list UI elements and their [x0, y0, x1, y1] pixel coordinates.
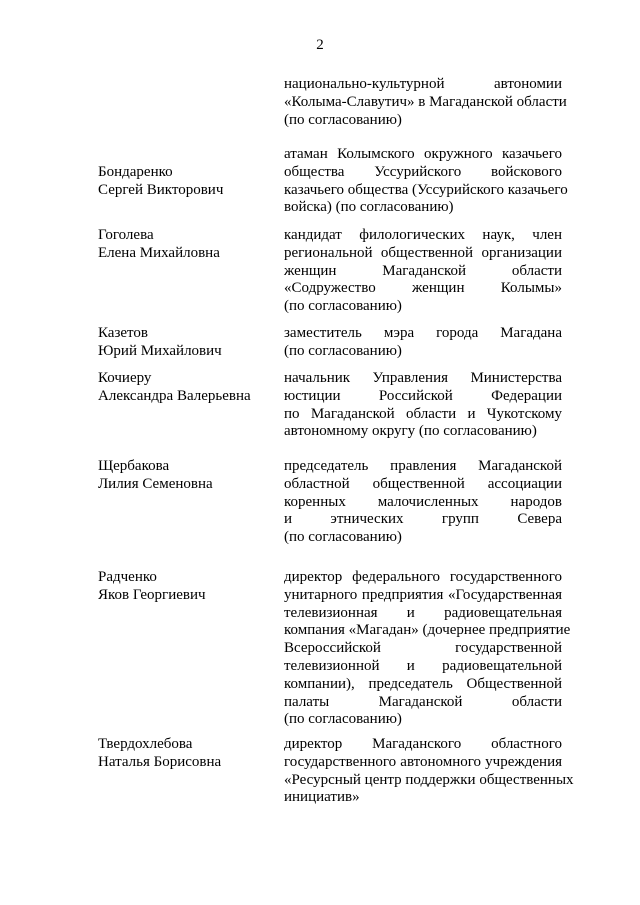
member-name [98, 325, 278, 361]
desc-line: компания «Магадан» (дочернее предприятие [284, 622, 571, 639]
page-number: 2 [316, 37, 324, 53]
member-description [284, 227, 562, 316]
member-description [284, 370, 562, 441]
desc-line: Всероссийской государственной [284, 640, 562, 657]
member-description [284, 146, 568, 217]
member-surname: Радченко [98, 569, 157, 585]
member-given-names: Александра Валерьевна [98, 387, 251, 404]
member-surname: Щербакова [98, 458, 170, 474]
desc-line: юстиции Российской Федерации [284, 387, 562, 404]
desc-line: (по согласованию) [284, 711, 402, 728]
desc-line: компании), председатель Общественной [284, 675, 562, 692]
desc-line: национально-культурной автономии [284, 76, 562, 92]
desc-line: (по согласованию) [284, 111, 402, 128]
member-surname: Кочиеру [98, 370, 152, 386]
desc-line: кандидат филологических наук, член [284, 227, 562, 243]
member-name [98, 458, 278, 494]
desc-line: женщин Магаданской области [284, 262, 562, 279]
desc-line: директор Магаданского областного [284, 736, 562, 752]
desc-line: «Колыма-Славутич» в Магаданской области [284, 93, 567, 110]
member-given-names: Юрий Михайлович [98, 342, 222, 359]
desc-line: начальник Управления Министерства [284, 370, 562, 386]
desc-line: казачьего общества (Уссурийского казачьего [284, 181, 568, 198]
member-description [284, 569, 571, 729]
desc-line: инициатив» [284, 789, 360, 806]
desc-line: государственного автономного учреждения [284, 753, 562, 770]
desc-line: председатель правления Магаданской [284, 458, 562, 474]
desc-line: областной общественной ассоциации [284, 475, 562, 492]
member-description [284, 458, 562, 547]
desc-line: (по согласованию) [284, 529, 402, 546]
member-given-names: Наталья Борисовна [98, 753, 222, 770]
member-given-names: Сергей Викторович [98, 181, 224, 198]
desc-line: (по согласованию) [284, 342, 402, 359]
member-name [98, 736, 278, 772]
member-name [98, 227, 278, 263]
desc-line: коренных малочисленных народов [284, 493, 562, 510]
desc-line: атаман Колымского окружного казачьего [284, 146, 562, 162]
desc-line: региональной общественной организации [284, 244, 562, 261]
desc-line: по Магаданской области и Чукотскому [284, 405, 562, 422]
member-name [98, 164, 278, 200]
member-surname: Казетов [98, 325, 148, 341]
member-given-names: Елена Михайловна [98, 244, 220, 261]
desc-line: телевизионной и радиовещательной [284, 657, 562, 674]
desc-line: войска) (по согласованию) [284, 199, 454, 216]
desc-line: (по согласованию) [284, 298, 402, 315]
desc-line: «Содружество женщин Колымы» [284, 280, 562, 297]
member-given-names: Лилия Семеновна [98, 475, 213, 492]
desc-line: телевизионная и радиовещательная [284, 604, 562, 621]
member-description [284, 325, 562, 361]
desc-line: палаты Магаданской области [284, 693, 562, 710]
member-name [98, 370, 278, 406]
member-surname: Гоголева [98, 227, 154, 243]
desc-line: заместитель мэра города Магадана [284, 325, 562, 341]
desc-line: автономному округу (по согласованию) [284, 423, 537, 440]
desc-line: унитарного предприятия «Государственная [284, 586, 562, 603]
member-surname: Бондаренко [98, 163, 173, 180]
desc-line: «Ресурсный центр поддержки общественных [284, 771, 574, 788]
desc-line: директор федерального государственного [284, 569, 562, 585]
member-given-names: Яков Георгиевич [98, 586, 206, 603]
member-description [284, 736, 574, 807]
member-surname: Твердохлебова [98, 736, 193, 752]
member-name [98, 569, 278, 605]
continuation-description [284, 76, 567, 129]
desc-line: общества Уссурийского войскового [284, 163, 562, 180]
desc-line: и этнических групп Севера [284, 511, 562, 528]
